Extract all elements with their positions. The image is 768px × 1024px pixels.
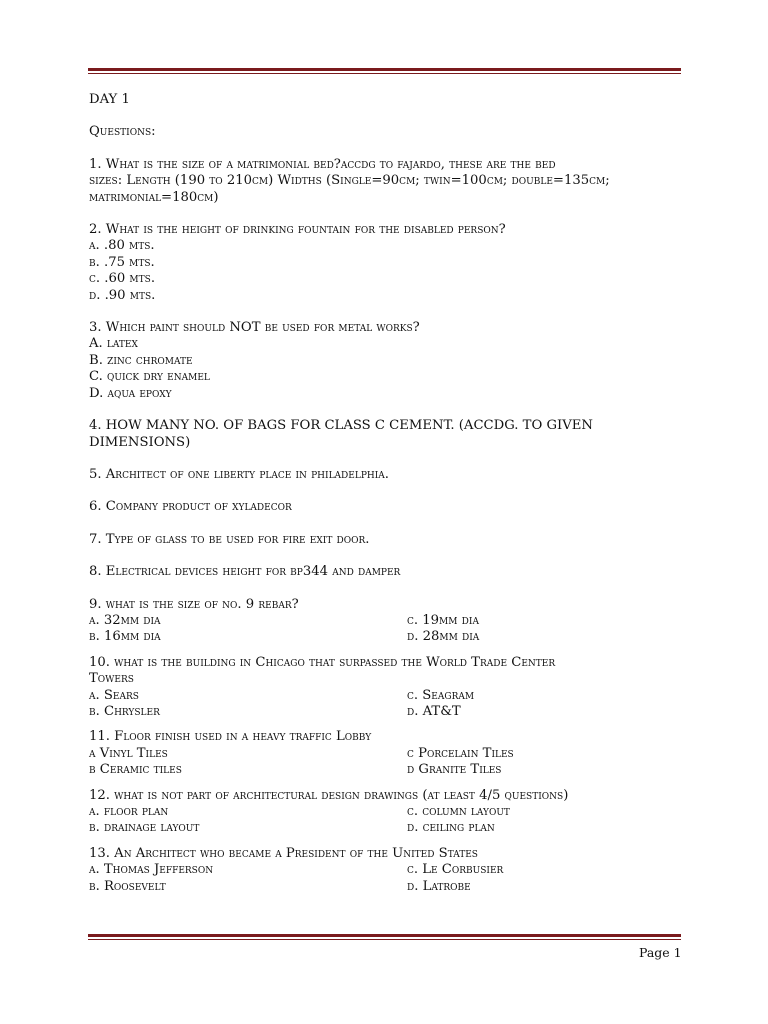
option-a: a. 32mm dia [89,612,161,628]
option-a: a Vinyl Tiles [89,745,168,761]
option-c: c. .60 mts. [89,271,156,287]
day-heading: DAY 1 [89,92,130,107]
option-b: b. 16mm dia [89,629,161,645]
options-row [89,629,679,645]
options-row [89,804,679,820]
document-body [89,92,679,895]
option-d: d. AT&T [407,703,461,719]
option-a: a. Thomas Jefferson [89,862,214,878]
question-text: 10. what is the building in Chicago that surpassed the World Trade Center [89,654,556,670]
option-c: C. quick dry enamel [89,369,210,385]
option-b: b. Chrysler [89,703,160,719]
option-d: d. 28mm dia [407,629,480,645]
option-a: a. Sears [89,687,139,703]
option-b: B. zinc chromate [89,352,193,368]
options-row [89,613,679,629]
option-c: c. 19mm dia [407,612,479,628]
question-3 [89,320,679,402]
options-row [89,704,679,720]
question-text: Towers [89,671,134,687]
question-13 [89,846,679,895]
question-10 [89,655,679,721]
question-text: 4. HOW MANY NO. OF BAGS FOR CLASS C CEMENT. (ACCDG. TO GIVEN [89,418,593,434]
option-d: D. aqua epoxy [89,385,172,401]
option-d: d. ceiling plan [407,820,495,836]
question-4 [89,418,679,451]
option-c: c. column layout [407,804,510,819]
options-row [89,762,679,778]
questions-label: Questions: [89,124,156,140]
top-rule [88,68,681,74]
option-a: a. floor plan [89,804,169,819]
option-c: c Porcelain Tiles [407,745,514,761]
bottom-rule [88,934,681,940]
question-9 [89,597,679,646]
question-5: 5. Architect of one liberty place in philadelphia. [89,466,389,482]
question-8: 8. Electrical devices height for bp344 and damper [89,564,401,580]
question-11 [89,729,679,778]
question-text: sizes: Length (190 to 210cm) Widths (Single=90cm; twin=100cm; double=135cm; [89,173,610,189]
options-row [89,746,679,762]
question-7: 7. Type of glass to be used for fire exit door. [89,531,370,547]
option-d: d. Latrobe [407,878,471,894]
options-row [89,879,679,895]
option-d: d. .90 mts. [89,287,156,303]
option-b: b Ceramic tiles [89,762,182,778]
question-12 [89,788,679,837]
question-text: 12. what is not part of architectural design drawings (at least 4/5 questions) [89,787,569,803]
option-b: b. .75 mts. [89,254,155,270]
question-1 [89,157,679,206]
question-2 [89,222,679,304]
option-b: b. Roosevelt [89,878,166,894]
option-a: a. .80 mts. [89,238,155,254]
question-text: 13. An Architect who became a President of the United States [89,845,478,861]
options-row [89,862,679,878]
page-number: Page 1 [639,945,682,960]
question-6: 6. Company product of xyladecor [89,499,292,515]
option-b: b. drainage layout [89,820,200,836]
question-text: 1. What is the size of a matrimonial bed?accdg to fajardo, these are the bed [89,156,556,172]
options-row [89,688,679,704]
option-c: c. Le Corbusier [407,862,504,878]
question-text: 3. Which paint should NOT be used for metal works? [89,320,420,336]
question-text: 11. Floor finish used in a heavy traffic Lobby [89,729,372,745]
options-row [89,820,679,836]
option-a: A. latex [89,336,138,352]
option-c: c. Seagram [407,687,475,703]
question-text: DIMENSIONS) [89,434,191,450]
question-text: 2. What is the height of drinking fountain for the disabled person? [89,222,506,238]
option-d: d Granite Tiles [407,762,502,778]
question-text: matrimonial=180cm) [89,189,219,205]
question-text: 9. what is the size of no. 9 rebar? [89,596,299,612]
